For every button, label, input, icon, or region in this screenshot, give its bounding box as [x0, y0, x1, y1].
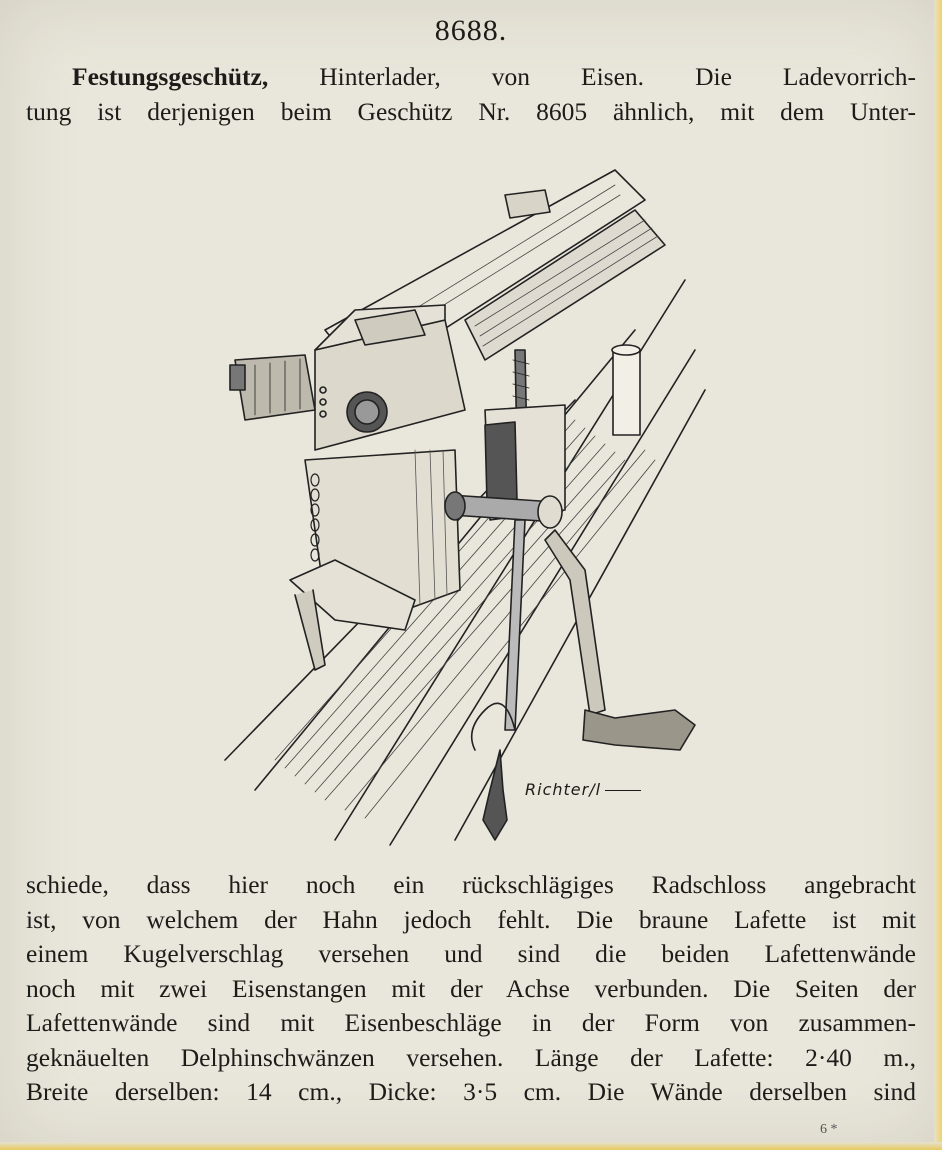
- bottom-paragraph-line: schiede, dass hier noch ein rückschlägiges Radschloss angebracht: [26, 870, 916, 899]
- bottom-paragraph-line: Breite derselben: 14 cm., Dicke: 3·5 cm. Die Wände derselben sind: [26, 1077, 916, 1106]
- gun-illustration: [215, 150, 725, 850]
- bottom-paragraph-line: geknäuelten Delphinschwänzen versehen. Länge der Lafette: 2·40 m.,: [26, 1042, 916, 1072]
- bottom-paragraph-line: einem Kugelverschlag versehen und sind die beiden Lafettenwände: [26, 939, 916, 968]
- page-edge-right: [934, 0, 942, 1150]
- signature-mark: 6 *: [820, 1122, 838, 1137]
- top-paragraph-line-1: [26, 60, 916, 95]
- top-paragraph-line-2: tung ist derjenigen beim Geschütz Nr. 8605 ähnlich, mit dem Unter-: [26, 96, 916, 126]
- bottom-paragraph-line: ist, von welchem der Hahn jedoch fehlt. Die braune Lafette ist mit: [26, 904, 916, 934]
- page-edge-bottom: [0, 1142, 942, 1150]
- bottom-paragraph-line: Lafettenwände sind mit Eisenbeschläge in der Form von zusammen-: [26, 1008, 916, 1037]
- artist-signature: Richter/l: [525, 780, 641, 799]
- entry-heading: Festungsgeschütz,: [72, 62, 269, 91]
- page-number: 8688.: [434, 14, 508, 47]
- bottom-paragraph-line: noch mit zwei Eisenstangen mit der Achse verbunden. Die Seiten der: [26, 973, 916, 1003]
- bottom-paragraph: [26, 868, 916, 1110]
- top-line-1-text: Hinterlader, von Eisen. Die Ladevorrich-: [319, 62, 916, 91]
- top-paragraph: [26, 60, 916, 129]
